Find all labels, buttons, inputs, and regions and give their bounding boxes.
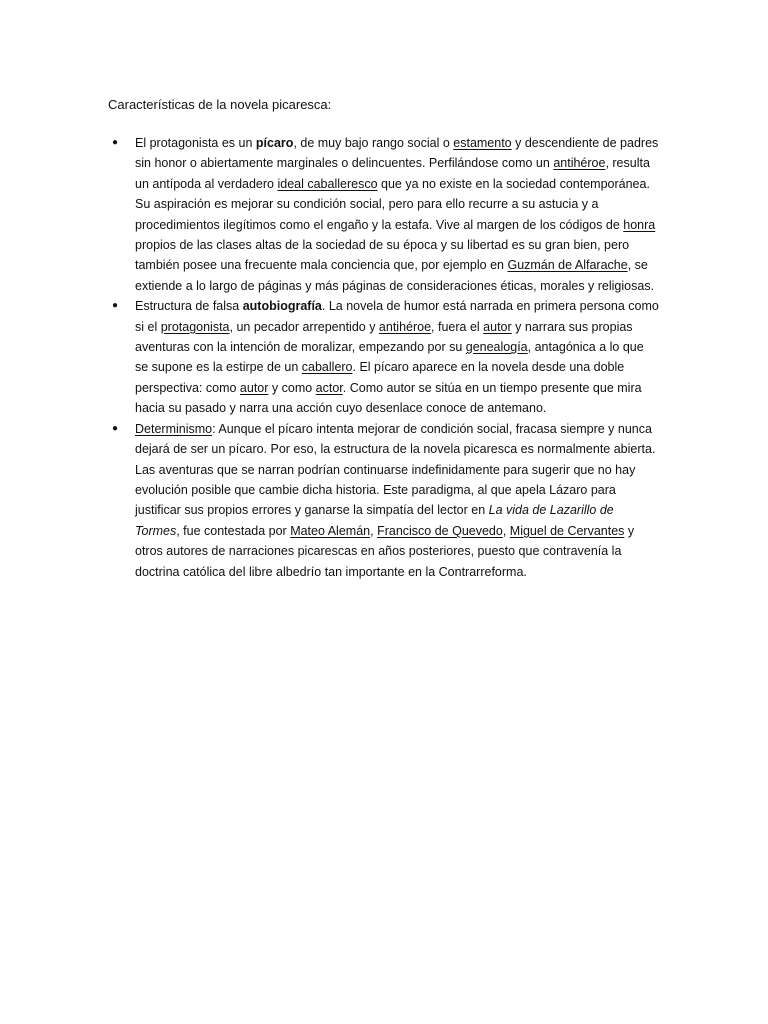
link-determinismo[interactable]: Determinismo xyxy=(135,421,213,436)
text-run: y descendiente de padres sin honor o abiertamente marginales o delincuentes. Perfilándose como un xyxy=(135,136,659,171)
bullet-icon: ● xyxy=(112,422,119,434)
text-run: y como xyxy=(268,380,316,395)
link-guzman-de-alfarache[interactable]: Guzmán de Alfarache xyxy=(507,258,628,273)
link-autor[interactable]: autor xyxy=(483,319,512,334)
link-miguel-de-cervantes[interactable]: Miguel de Cervantes xyxy=(509,523,625,538)
link-antiheroe[interactable]: antihéroe xyxy=(378,319,432,334)
bullet-icon: ● xyxy=(112,137,119,148)
text-run: , antagónica a lo que se supone es la estirpe de un xyxy=(135,340,644,375)
link-actor[interactable]: actor xyxy=(315,380,343,395)
text-run: que ya no existe en la sociedad contemporánea. Su aspiración es mejorar su condición social, pero para ello recurre a su astucia y a procedimientos ilegítimos como el engaño y la estafa. Vive al margen de los códigos de xyxy=(135,176,650,232)
link-genealogia[interactable]: genealogía xyxy=(465,340,528,355)
list-item xyxy=(108,296,660,418)
text-run: , fuera el xyxy=(431,319,484,334)
document-heading: Características de la novela picaresca: xyxy=(108,97,332,112)
link-autor[interactable]: autor xyxy=(239,380,269,395)
text-run: , xyxy=(502,523,510,538)
link-caballero[interactable]: caballero xyxy=(301,360,353,375)
book-title: La vida de Lazarillo de Tormes xyxy=(135,503,614,538)
link-estamento[interactable]: estamento xyxy=(453,136,512,150)
text-run: propios de las clases altas de la sociedad de su época y su libertad es su gran bien, pero también posee una frecuente mala conciencia que, por ejemplo en xyxy=(135,238,630,273)
text-run: , de muy bajo rango social o xyxy=(293,136,454,150)
list-item xyxy=(108,133,660,296)
list-item xyxy=(108,419,660,582)
bold-term: autobiografía xyxy=(242,299,322,314)
text-run: , un pecador arrepentido y xyxy=(229,319,379,334)
text-run: y narrara sus propias aventuras con la intención de moralizar, empezando por su xyxy=(135,319,633,355)
text-run: y otros autores de narraciones picarescas en años posteriores, puesto que contravenía la doctrina católica del libre albedrío tan importante en la Contrarreforma. xyxy=(135,523,635,579)
text-run: El protagonista es un xyxy=(135,136,256,150)
bullet-icon: ● xyxy=(112,300,119,312)
link-protagonista[interactable]: protagonista xyxy=(160,319,230,334)
text-run: Estructura de falsa xyxy=(135,299,243,314)
text-run: , se extiende a lo largo de páginas y más páginas de consideraciones éticas, morales y religiosas. xyxy=(135,258,655,293)
link-honra[interactable]: honra xyxy=(623,217,656,232)
text-run: , fue contestada por xyxy=(176,523,291,538)
text-run: , xyxy=(370,523,378,538)
characteristics-list xyxy=(108,133,660,582)
text-run: , resulta un antípoda al verdadero xyxy=(135,156,650,191)
link-antiheroe[interactable]: antihéroe xyxy=(553,156,606,171)
text-run: . El pícaro aparece en la novela desde una doble perspectiva: como xyxy=(135,360,625,395)
bold-term: pícaro xyxy=(255,136,294,150)
link-ideal-caballeresco[interactable]: ideal caballeresco xyxy=(277,176,378,191)
link-francisco-de-quevedo[interactable]: Francisco de Quevedo xyxy=(377,523,503,538)
text-run: : Aunque el pícaro intenta mejorar de condición social, fracasa siempre y nunca dejará de ser un pícaro. Por eso, la estructura de la novela picaresca es normalmente abierta. Las aventuras que se narran podrían continuarse indefinidamente para sugerir que no hay evolución posible que cambie dicha historia. Este paradigma, al que apela Lázaro para justificar sus propios errores y ganarse la simpatía del lector en xyxy=(135,421,656,518)
text-run: . Como autor se sitúa en un tiempo presente que mira hacia su pasado y narra una acción cuyo desenlace conoce de antemano. xyxy=(135,380,642,416)
text-run: . La novela de humor está narrada en primera persona como si el xyxy=(135,299,659,334)
link-mateo-aleman[interactable]: Mateo Alemán xyxy=(290,523,371,538)
